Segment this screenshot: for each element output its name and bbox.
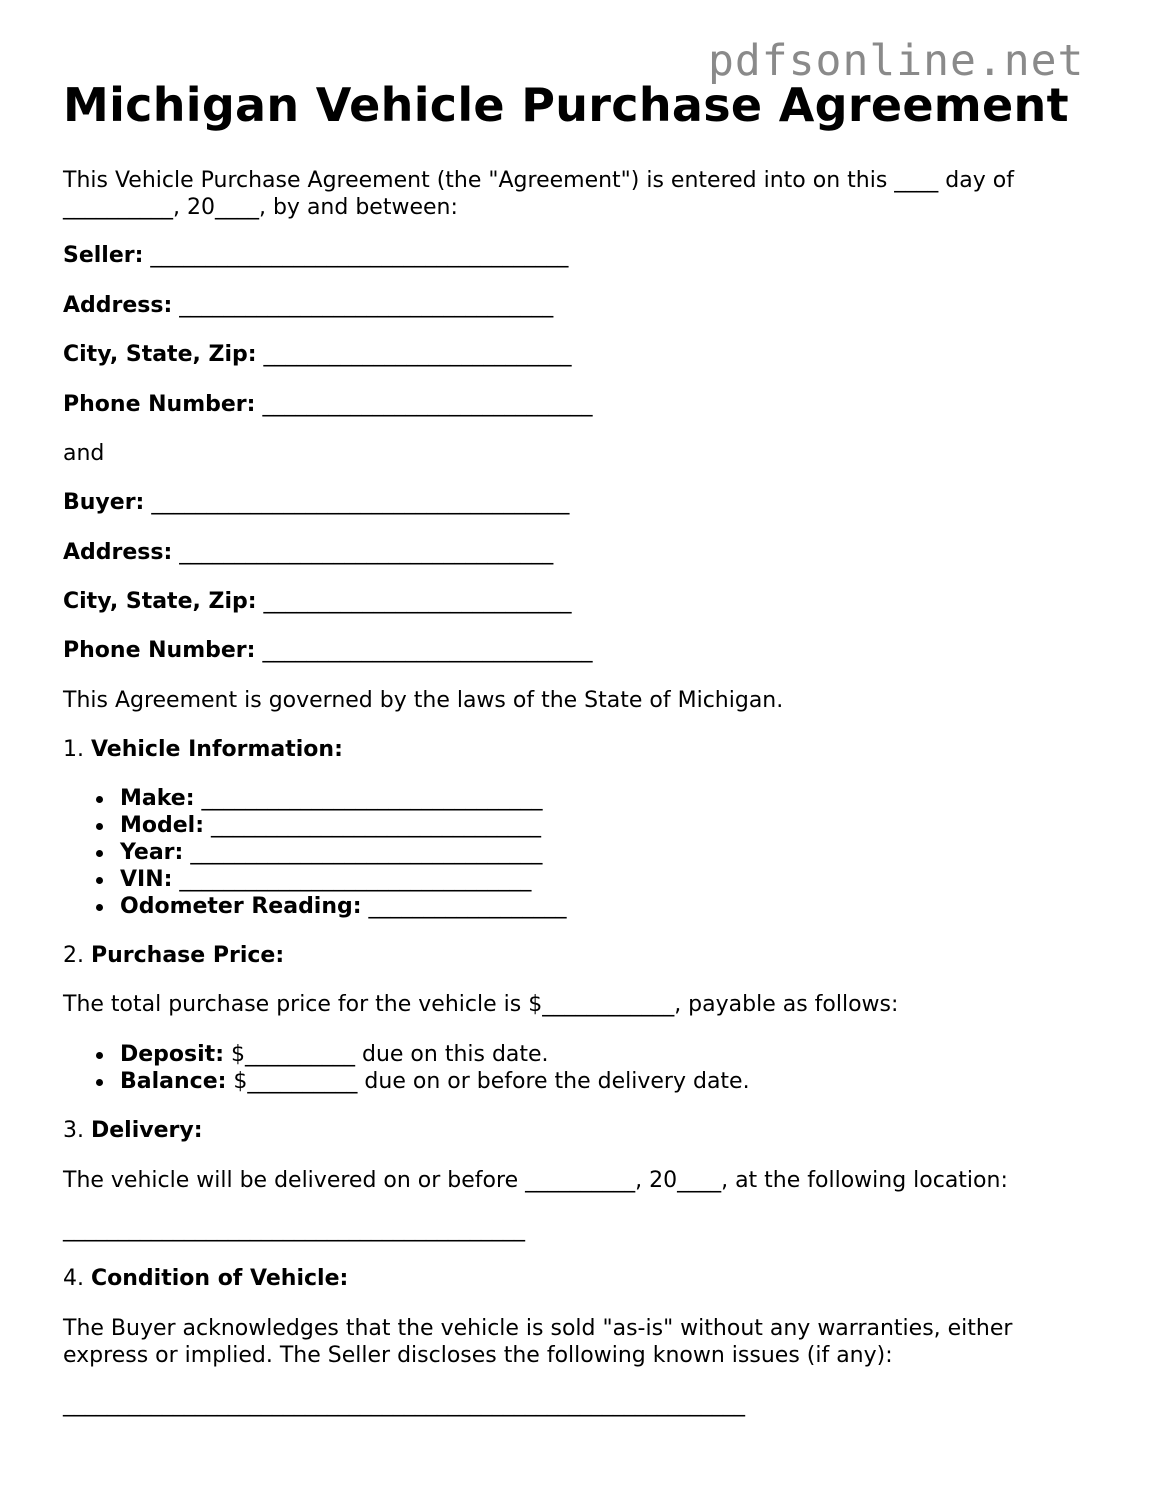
vehicle-make-label: Make: xyxy=(120,786,195,811)
seller-address-field[interactable] xyxy=(63,292,553,319)
buyer-address-blank[interactable]: __________________________________ xyxy=(172,540,554,565)
condition-text-line-2: express or implied. The Seller discloses the following known issues (if any): xyxy=(63,1343,893,1368)
section-1-title: Vehicle Information: xyxy=(90,737,343,762)
section-1-heading xyxy=(63,736,343,763)
buyer-phone-blank[interactable]: ______________________________ xyxy=(255,638,593,663)
vehicle-make-blank[interactable]: _______________________________ xyxy=(194,786,543,811)
vehicle-odometer-blank[interactable]: __________________ xyxy=(361,894,567,919)
buyer-phone-label: Phone Number: xyxy=(63,638,256,663)
section-4-title: Condition of Vehicle: xyxy=(90,1266,349,1291)
buyer-city-blank[interactable]: ____________________________ xyxy=(256,589,572,614)
seller-phone-label: Phone Number: xyxy=(63,392,256,417)
vehicle-odometer-label: Odometer Reading: xyxy=(120,894,362,919)
section-2-number: 2. xyxy=(63,943,91,968)
section-3-heading xyxy=(63,1117,203,1144)
balance-field[interactable] xyxy=(120,1068,750,1095)
intro-line-1: This Vehicle Purchase Agreement (the "Agreement") is entered into on this ____ day of xyxy=(63,168,1014,193)
buyer-city-label: City, State, Zip: xyxy=(63,589,257,614)
page-title: Michigan Vehicle Purchase Agreement xyxy=(63,78,1069,132)
seller-address-blank[interactable]: __________________________________ xyxy=(172,293,554,318)
condition-text-line-1: The Buyer acknowledges that the vehicle is sold "as-is" without any warranties, either xyxy=(63,1316,1013,1341)
bullet-icon xyxy=(96,904,103,911)
section-3-title: Delivery: xyxy=(90,1118,203,1143)
deposit-text[interactable]: $__________ due on this date. xyxy=(224,1042,549,1067)
buyer-name-label: Buyer: xyxy=(63,490,145,515)
and-text: and xyxy=(63,441,105,466)
bullet-icon xyxy=(96,796,103,803)
seller-phone-blank[interactable]: ______________________________ xyxy=(255,392,593,417)
buyer-name-blank[interactable]: ______________________________________ xyxy=(144,490,570,515)
bullet-icon xyxy=(96,823,103,830)
vehicle-model-label: Model: xyxy=(120,813,205,838)
buyer-name-field[interactable] xyxy=(63,489,569,516)
seller-city-field[interactable] xyxy=(63,341,572,368)
section-1-number: 1. xyxy=(63,737,91,762)
vehicle-year-field[interactable] xyxy=(120,839,542,866)
vehicle-year-blank[interactable]: ________________________________ xyxy=(183,840,543,865)
vehicle-model-blank[interactable]: ______________________________ xyxy=(204,813,542,838)
governing-law-text: This Agreement is governed by the laws of the State of Michigan. xyxy=(63,688,784,713)
seller-city-label: City, State, Zip: xyxy=(63,342,257,367)
vehicle-make-field[interactable] xyxy=(120,785,543,812)
buyer-address-field[interactable] xyxy=(63,539,553,566)
vehicle-year-label: Year: xyxy=(120,840,184,865)
vehicle-vin-blank[interactable]: ________________________________ xyxy=(172,867,532,892)
known-issues-blank[interactable]: ______________________________________________________________ xyxy=(63,1392,745,1417)
seller-name-blank[interactable]: ______________________________________ xyxy=(143,243,569,268)
section-3-number: 3. xyxy=(63,1118,91,1143)
bullet-icon xyxy=(96,1052,103,1059)
vehicle-vin-field[interactable] xyxy=(120,866,531,893)
bullet-icon xyxy=(96,1079,103,1086)
purchase-price-text[interactable]: The total purchase price for the vehicle is $____________, payable as follows: xyxy=(63,992,899,1017)
seller-name-field[interactable] xyxy=(63,242,568,269)
balance-label: Balance: xyxy=(120,1069,227,1094)
delivery-location-blank[interactable]: __________________________________________ xyxy=(63,1217,525,1242)
section-2-title: Purchase Price: xyxy=(90,943,285,968)
buyer-city-field[interactable] xyxy=(63,588,572,615)
seller-name-label: Seller: xyxy=(63,243,144,268)
deposit-field[interactable] xyxy=(120,1041,549,1068)
buyer-phone-field[interactable] xyxy=(63,637,592,664)
bullet-icon xyxy=(96,850,103,857)
buyer-address-label: Address: xyxy=(63,540,173,565)
delivery-text[interactable]: The vehicle will be delivered on or before __________, 20____, at the following location: xyxy=(63,1168,1008,1193)
section-4-heading xyxy=(63,1265,348,1292)
watermark: pdfsonline.net xyxy=(708,36,1085,86)
balance-text[interactable]: $__________ due on or before the delivery date. xyxy=(226,1069,750,1094)
section-2-heading xyxy=(63,942,284,969)
vehicle-model-field[interactable] xyxy=(120,812,541,839)
vehicle-vin-label: VIN: xyxy=(120,867,173,892)
intro-line-2: __________, 20____, by and between: xyxy=(63,195,458,220)
bullet-icon xyxy=(96,877,103,884)
deposit-label: Deposit: xyxy=(120,1042,224,1067)
seller-address-label: Address: xyxy=(63,293,173,318)
vehicle-odometer-field[interactable] xyxy=(120,893,567,920)
seller-phone-field[interactable] xyxy=(63,391,592,418)
seller-city-blank[interactable]: ____________________________ xyxy=(256,342,572,367)
section-4-number: 4. xyxy=(63,1266,91,1291)
